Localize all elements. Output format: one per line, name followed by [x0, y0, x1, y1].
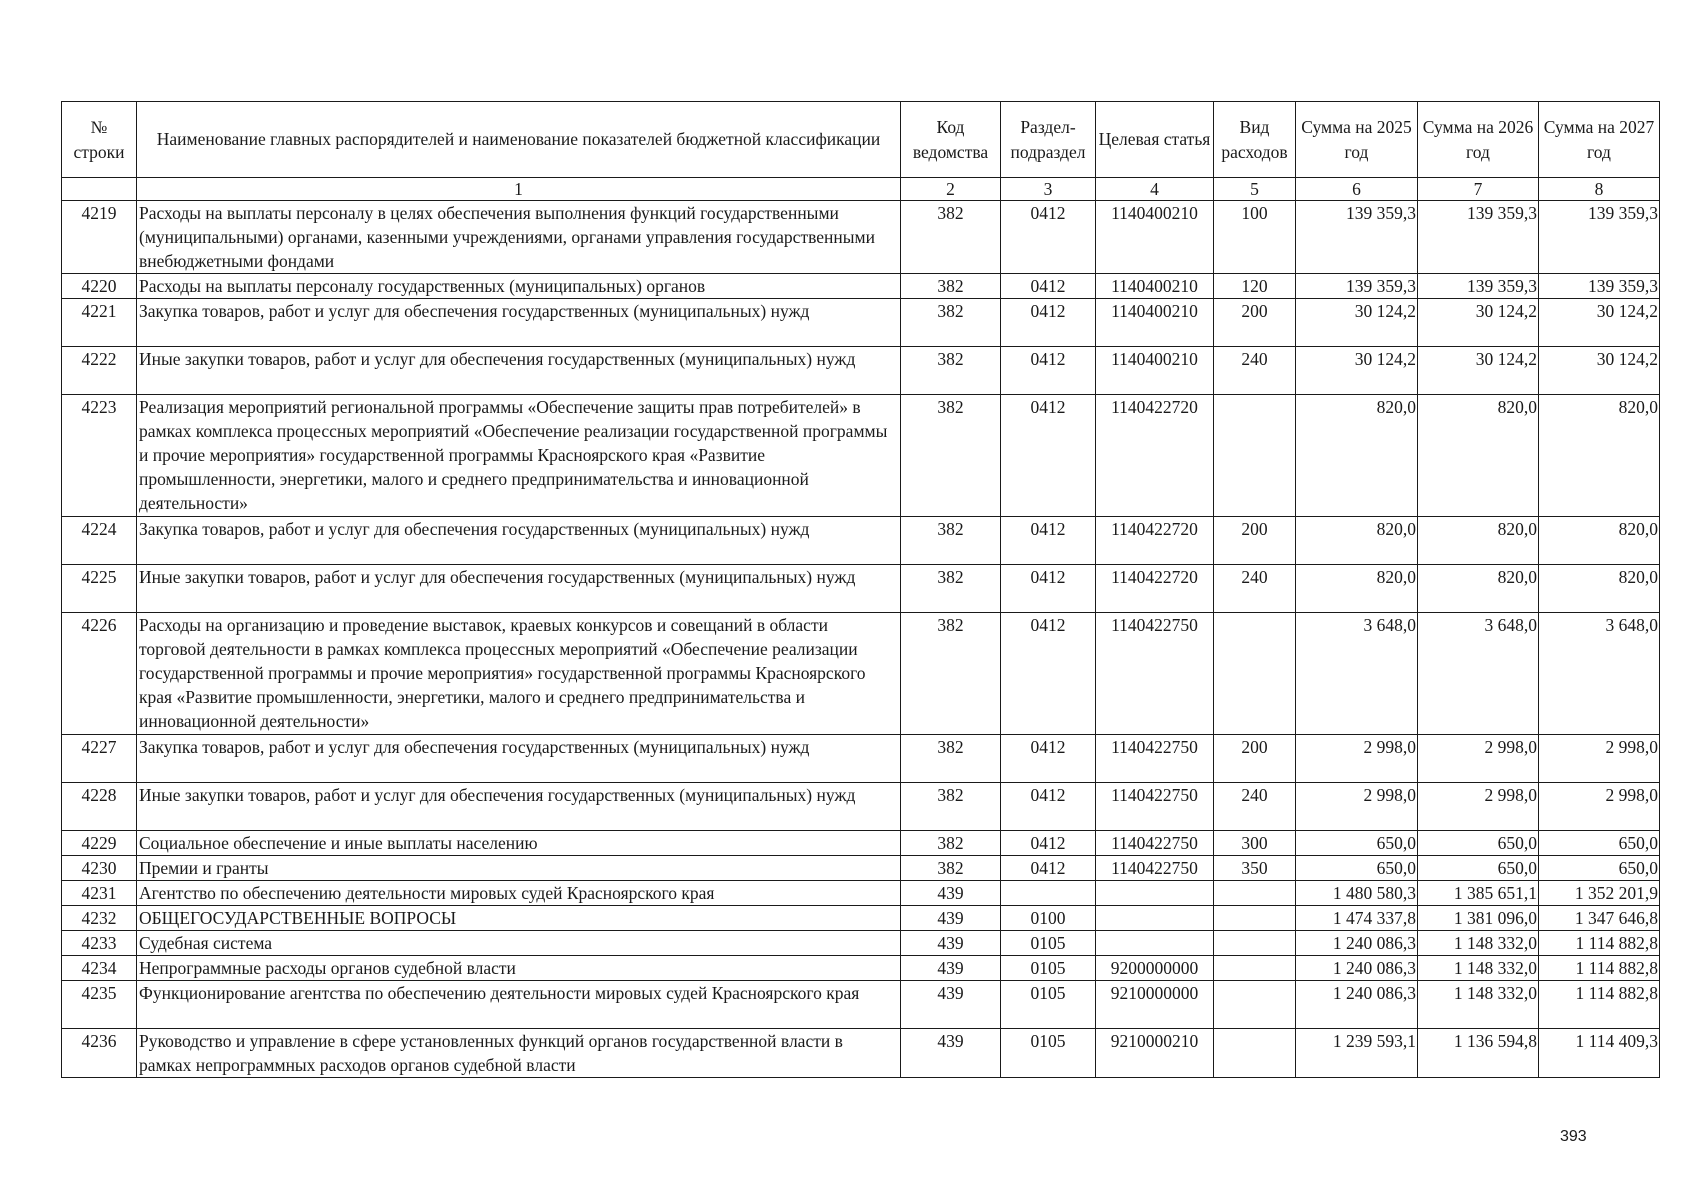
table-row	[62, 735, 1660, 783]
row-name-cell: Социальное обеспечение и иные выплаты населению	[137, 831, 901, 856]
row-name-cell: Непрограммные расходы органов судебной власти	[137, 956, 901, 981]
dept-code-cell: 382	[901, 783, 1001, 831]
expense-type-cell: 300	[1214, 831, 1296, 856]
row-number-cell: 4233	[62, 931, 137, 956]
dept-code-cell: 382	[901, 347, 1001, 395]
section-code-cell: 0412	[1001, 274, 1096, 299]
target-article-cell: 1140400210	[1096, 347, 1214, 395]
column-number: 4	[1096, 178, 1214, 201]
row-name-cell: Расходы на выплаты персоналу государственных (муниципальных) органов	[137, 274, 901, 299]
sum-2025-cell: 30 124,2	[1296, 347, 1418, 395]
table-row	[62, 981, 1660, 1029]
row-number-cell: 4225	[62, 565, 137, 613]
header-dept-code: Код ведомства	[901, 102, 1001, 178]
dept-code-cell: 382	[901, 299, 1001, 347]
target-article-cell: 9200000000	[1096, 956, 1214, 981]
row-number-cell: 4232	[62, 906, 137, 931]
row-number-cell: 4236	[62, 1029, 137, 1078]
sum-2025-cell: 30 124,2	[1296, 299, 1418, 347]
table-row	[62, 395, 1660, 517]
row-name-cell: Расходы на организацию и проведение выставок, краевых конкурсов и совещаний в области торговой деятельности в рамках комплекса процессных мероприятий «Обеспечение реализации государственной программы и прочие мероприятия» государственной программы Красноярского края «Развитие промышленности, энергетики, малого и среднего предпринимательства и инновационной деятельности»	[137, 613, 901, 735]
column-number: 3	[1001, 178, 1096, 201]
row-name-cell: Иные закупки товаров, работ и услуг для обеспечения государственных (муниципальных) нужд	[137, 783, 901, 831]
section-code-cell: 0105	[1001, 931, 1096, 956]
sum-2025-cell: 2 998,0	[1296, 783, 1418, 831]
row-number-cell: 4220	[62, 274, 137, 299]
target-article-cell: 1140422750	[1096, 735, 1214, 783]
table-row	[62, 1029, 1660, 1078]
sum-2025-cell: 1 240 086,3	[1296, 931, 1418, 956]
row-number-cell: 4226	[62, 613, 137, 735]
table-row	[62, 881, 1660, 906]
row-name-cell: Агентство по обеспечению деятельности мировых судей Красноярского края	[137, 881, 901, 906]
sum-2027-cell: 30 124,2	[1539, 347, 1660, 395]
sum-2026-cell: 820,0	[1418, 395, 1539, 517]
sum-2026-cell: 2 998,0	[1418, 735, 1539, 783]
row-number-cell: 4224	[62, 517, 137, 565]
row-name-cell: Иные закупки товаров, работ и услуг для обеспечения государственных (муниципальных) нужд	[137, 565, 901, 613]
table-row	[62, 931, 1660, 956]
expense-type-cell: 240	[1214, 783, 1296, 831]
sum-2027-cell: 1 114 882,8	[1539, 956, 1660, 981]
sum-2026-cell: 3 648,0	[1418, 613, 1539, 735]
sum-2026-cell: 1 381 096,0	[1418, 906, 1539, 931]
row-name-cell: Судебная система	[137, 931, 901, 956]
header-sum-2026: Сумма на 2026 год	[1418, 102, 1539, 178]
row-name-cell: Закупка товаров, работ и услуг для обеспечения государственных (муниципальных) нужд	[137, 735, 901, 783]
expense-type-cell	[1214, 881, 1296, 906]
column-number: 5	[1214, 178, 1296, 201]
row-number-cell: 4234	[62, 956, 137, 981]
row-name-cell: Расходы на выплаты персоналу в целях обеспечения выполнения функций государственными (муниципальными) органами, казенными учреждениями, органами управления государственными внебюджетными фондами	[137, 201, 901, 274]
table-row	[62, 201, 1660, 274]
column-number: 2	[901, 178, 1001, 201]
table-row	[62, 517, 1660, 565]
sum-2025-cell: 650,0	[1296, 831, 1418, 856]
header-target-article: Целевая статья	[1096, 102, 1214, 178]
table-row	[62, 831, 1660, 856]
column-number-row	[62, 178, 1660, 201]
table-row	[62, 347, 1660, 395]
sum-2026-cell: 139 359,3	[1418, 201, 1539, 274]
header-row	[62, 102, 1660, 178]
sum-2026-cell: 1 148 332,0	[1418, 931, 1539, 956]
sum-2026-cell: 1 136 594,8	[1418, 1029, 1539, 1078]
sum-2026-cell: 30 124,2	[1418, 299, 1539, 347]
section-code-cell: 0412	[1001, 783, 1096, 831]
row-number-cell: 4235	[62, 981, 137, 1029]
sum-2026-cell: 820,0	[1418, 565, 1539, 613]
sum-2027-cell: 2 998,0	[1539, 783, 1660, 831]
row-number-cell: 4219	[62, 201, 137, 274]
header-sum-2027: Сумма на 2027 год	[1539, 102, 1660, 178]
row-name-cell: Реализация мероприятий региональной программы «Обеспечение защиты прав потребителей» в рамках комплекса процессных мероприятий «Обеспечение реализации государственной программы и прочие мероприятия» государственной программы Красноярского края «Развитие промышленности, энергетики, малого и среднего предпринимательства и инновационной деятельности»	[137, 395, 901, 517]
sum-2025-cell: 820,0	[1296, 395, 1418, 517]
expense-type-cell	[1214, 395, 1296, 517]
sum-2027-cell: 1 114 882,8	[1539, 981, 1660, 1029]
sum-2025-cell: 2 998,0	[1296, 735, 1418, 783]
target-article-cell	[1096, 906, 1214, 931]
dept-code-cell: 382	[901, 201, 1001, 274]
sum-2027-cell: 820,0	[1539, 395, 1660, 517]
target-article-cell	[1096, 931, 1214, 956]
dept-code-cell: 439	[901, 956, 1001, 981]
target-article-cell: 1140400210	[1096, 201, 1214, 274]
table-row	[62, 956, 1660, 981]
target-article-cell: 9210000000	[1096, 981, 1214, 1029]
expense-type-cell	[1214, 956, 1296, 981]
target-article-cell: 1140400210	[1096, 274, 1214, 299]
table-row	[62, 565, 1660, 613]
sum-2025-cell: 1 240 086,3	[1296, 981, 1418, 1029]
target-article-cell: 1140422750	[1096, 613, 1214, 735]
sum-2026-cell: 139 359,3	[1418, 274, 1539, 299]
sum-2026-cell: 30 124,2	[1418, 347, 1539, 395]
dept-code-cell: 382	[901, 856, 1001, 881]
expense-type-cell: 100	[1214, 201, 1296, 274]
expense-type-cell: 200	[1214, 735, 1296, 783]
sum-2025-cell: 1 480 580,3	[1296, 881, 1418, 906]
column-number: 7	[1418, 178, 1539, 201]
sum-2027-cell: 1 114 882,8	[1539, 931, 1660, 956]
sum-2025-cell: 1 474 337,8	[1296, 906, 1418, 931]
section-code-cell: 0412	[1001, 856, 1096, 881]
section-code-cell: 0105	[1001, 981, 1096, 1029]
table-row	[62, 906, 1660, 931]
header-expense-type: Вид расходов	[1214, 102, 1296, 178]
sum-2027-cell: 3 648,0	[1539, 613, 1660, 735]
sum-2026-cell: 650,0	[1418, 856, 1539, 881]
sum-2025-cell: 820,0	[1296, 565, 1418, 613]
expense-type-cell	[1214, 981, 1296, 1029]
expense-type-cell	[1214, 613, 1296, 735]
expense-type-cell: 200	[1214, 517, 1296, 565]
section-code-cell: 0105	[1001, 956, 1096, 981]
column-number	[62, 178, 137, 201]
target-article-cell: 1140422720	[1096, 395, 1214, 517]
sum-2025-cell: 650,0	[1296, 856, 1418, 881]
dept-code-cell: 382	[901, 395, 1001, 517]
section-code-cell: 0412	[1001, 201, 1096, 274]
sum-2027-cell: 820,0	[1539, 565, 1660, 613]
header-sum-2025: Сумма на 2025 год	[1296, 102, 1418, 178]
target-article-cell: 1140422750	[1096, 831, 1214, 856]
table-body	[62, 201, 1660, 1078]
sum-2026-cell: 2 998,0	[1418, 783, 1539, 831]
dept-code-cell: 439	[901, 881, 1001, 906]
section-code-cell: 0412	[1001, 735, 1096, 783]
sum-2026-cell: 1 148 332,0	[1418, 981, 1539, 1029]
sum-2027-cell: 1 114 409,3	[1539, 1029, 1660, 1078]
sum-2027-cell: 139 359,3	[1539, 274, 1660, 299]
target-article-cell: 1140422720	[1096, 565, 1214, 613]
section-code-cell: 0105	[1001, 1029, 1096, 1078]
expense-type-cell	[1214, 906, 1296, 931]
dept-code-cell: 382	[901, 517, 1001, 565]
header-row-number: № строки	[62, 102, 137, 178]
section-code-cell: 0412	[1001, 565, 1096, 613]
target-article-cell	[1096, 881, 1214, 906]
dept-code-cell: 439	[901, 981, 1001, 1029]
row-number-cell: 4231	[62, 881, 137, 906]
table-row	[62, 274, 1660, 299]
expense-type-cell: 200	[1214, 299, 1296, 347]
expense-type-cell	[1214, 931, 1296, 956]
section-code-cell: 0412	[1001, 517, 1096, 565]
target-article-cell: 1140422720	[1096, 517, 1214, 565]
target-article-cell: 1140422750	[1096, 856, 1214, 881]
expense-type-cell: 240	[1214, 565, 1296, 613]
dept-code-cell: 439	[901, 1029, 1001, 1078]
row-name-cell: Премии и гранты	[137, 856, 901, 881]
section-code-cell: 0412	[1001, 299, 1096, 347]
section-code-cell: 0412	[1001, 395, 1096, 517]
section-code-cell: 0412	[1001, 831, 1096, 856]
sum-2027-cell: 650,0	[1539, 831, 1660, 856]
row-number-cell: 4228	[62, 783, 137, 831]
target-article-cell: 1140422750	[1096, 783, 1214, 831]
row-number-cell: 4222	[62, 347, 137, 395]
section-code-cell: 0100	[1001, 906, 1096, 931]
table-row	[62, 783, 1660, 831]
expense-type-cell: 120	[1214, 274, 1296, 299]
row-number-cell: 4223	[62, 395, 137, 517]
sum-2027-cell: 30 124,2	[1539, 299, 1660, 347]
row-number-cell: 4227	[62, 735, 137, 783]
column-number: 6	[1296, 178, 1418, 201]
sum-2027-cell: 139 359,3	[1539, 201, 1660, 274]
sum-2025-cell: 139 359,3	[1296, 201, 1418, 274]
sum-2025-cell: 139 359,3	[1296, 274, 1418, 299]
sum-2027-cell: 1 352 201,9	[1539, 881, 1660, 906]
dept-code-cell: 382	[901, 613, 1001, 735]
sum-2025-cell: 820,0	[1296, 517, 1418, 565]
expense-type-cell	[1214, 1029, 1296, 1078]
row-name-cell: ОБЩЕГОСУДАРСТВЕННЫЕ ВОПРОСЫ	[137, 906, 901, 931]
sum-2026-cell: 1 385 651,1	[1418, 881, 1539, 906]
sum-2025-cell: 1 239 593,1	[1296, 1029, 1418, 1078]
sum-2025-cell: 3 648,0	[1296, 613, 1418, 735]
row-name-cell: Закупка товаров, работ и услуг для обеспечения государственных (муниципальных) нужд	[137, 299, 901, 347]
sum-2027-cell: 1 347 646,8	[1539, 906, 1660, 931]
dept-code-cell: 382	[901, 831, 1001, 856]
header-name: Наименование главных распорядителей и наименование показателей бюджетной классификации	[137, 102, 901, 178]
dept-code-cell: 382	[901, 735, 1001, 783]
section-code-cell: 0412	[1001, 347, 1096, 395]
dept-code-cell: 439	[901, 931, 1001, 956]
section-code-cell	[1001, 881, 1096, 906]
budget-table	[61, 101, 1660, 1078]
section-code-cell: 0412	[1001, 613, 1096, 735]
sum-2027-cell: 650,0	[1539, 856, 1660, 881]
row-number-cell: 4221	[62, 299, 137, 347]
dept-code-cell: 382	[901, 274, 1001, 299]
column-number: 1	[137, 178, 901, 201]
sum-2026-cell: 820,0	[1418, 517, 1539, 565]
sum-2026-cell: 650,0	[1418, 831, 1539, 856]
dept-code-cell: 382	[901, 565, 1001, 613]
page-number: 393	[1560, 1128, 1587, 1145]
table-row	[62, 613, 1660, 735]
sum-2025-cell: 1 240 086,3	[1296, 956, 1418, 981]
table-row	[62, 856, 1660, 881]
row-name-cell: Закупка товаров, работ и услуг для обеспечения государственных (муниципальных) нужд	[137, 517, 901, 565]
row-name-cell: Иные закупки товаров, работ и услуг для обеспечения государственных (муниципальных) нужд	[137, 347, 901, 395]
target-article-cell: 1140400210	[1096, 299, 1214, 347]
target-article-cell: 9210000210	[1096, 1029, 1214, 1078]
row-name-cell: Функционирование агентства по обеспечению деятельности мировых судей Красноярского края	[137, 981, 901, 1029]
row-number-cell: 4230	[62, 856, 137, 881]
sum-2026-cell: 1 148 332,0	[1418, 956, 1539, 981]
expense-type-cell: 350	[1214, 856, 1296, 881]
dept-code-cell: 439	[901, 906, 1001, 931]
sum-2027-cell: 2 998,0	[1539, 735, 1660, 783]
table-row	[62, 299, 1660, 347]
column-number: 8	[1539, 178, 1660, 201]
sum-2027-cell: 820,0	[1539, 517, 1660, 565]
row-number-cell: 4229	[62, 831, 137, 856]
row-name-cell: Руководство и управление в сфере установленных функций органов государственной власти в рамках непрограммных расходов органов судебной власти	[137, 1029, 901, 1078]
expense-type-cell: 240	[1214, 347, 1296, 395]
header-section: Раздел-подраздел	[1001, 102, 1096, 178]
